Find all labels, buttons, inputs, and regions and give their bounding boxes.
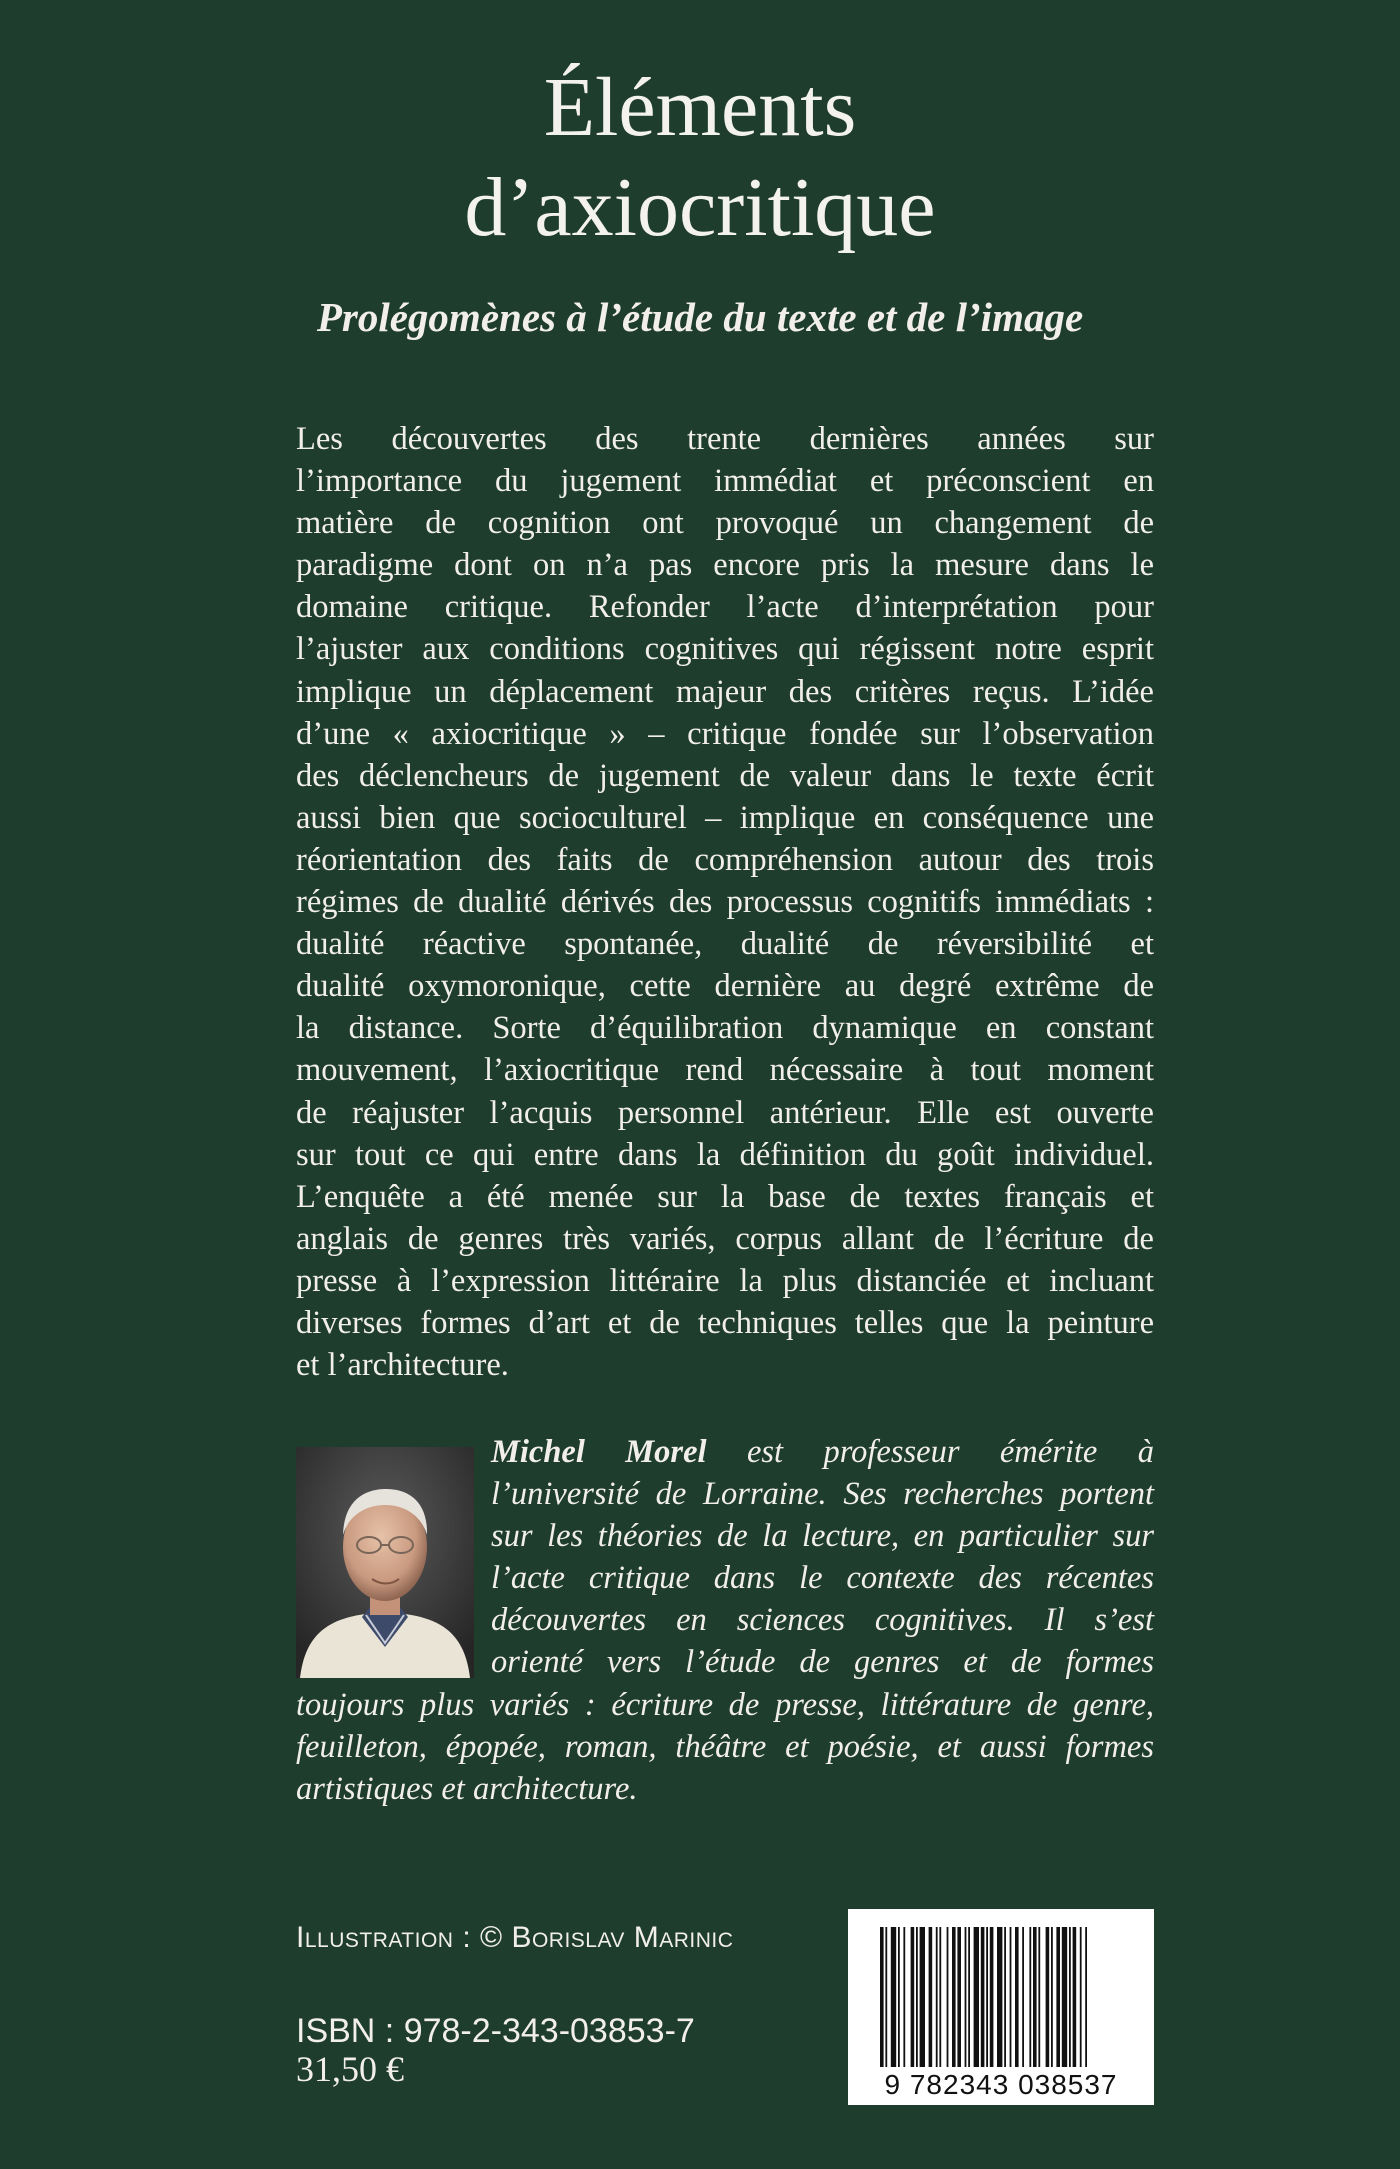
blurb-line: sur tout ce qui entre dans la définition du goût individuel. bbox=[296, 1136, 1154, 1173]
price: 31,50 € bbox=[296, 2049, 404, 2089]
book-title bbox=[0, 58, 1400, 258]
bio-line: sur les théories de la lecture, en particulier sur bbox=[491, 1518, 1154, 1555]
barcode-bar bbox=[947, 1927, 949, 2067]
barcode-bar bbox=[898, 1927, 900, 2067]
illustration-separator: : © bbox=[453, 1921, 512, 1954]
bio-line: l’acte critique dans le contexte des récentes bbox=[491, 1560, 1154, 1597]
bio-line: l’université de Lorraine. Ses recherches portent bbox=[491, 1476, 1154, 1513]
barcode-bar bbox=[1015, 1927, 1019, 2067]
bio-line: découvertes en sciences cognitives. Il s’est bbox=[491, 1602, 1154, 1639]
barcode-bar bbox=[1038, 1927, 1040, 2067]
illustration-label: Illustration bbox=[296, 1921, 454, 1954]
blurb-line: L’enquête a été menée sur la base de textes français et bbox=[296, 1178, 1154, 1215]
book-blurb bbox=[296, 418, 1154, 1386]
blurb-line: mouvement, l’axiocritique rend nécessaire à tout moment bbox=[296, 1052, 1154, 1089]
barcode-bar bbox=[920, 1927, 925, 2067]
barcode-bar bbox=[1046, 1927, 1050, 2067]
blurb-line: d’une « axiocritique » – critique fondée sur l’observation bbox=[296, 715, 1154, 752]
blurb-line: paradigme dont on n’a pas encore pris la mesure dans le bbox=[296, 547, 1154, 584]
illustration-artist: Borislav Marinic bbox=[511, 1921, 734, 1954]
barcode-bar bbox=[929, 1927, 933, 2067]
barcode-bar bbox=[903, 1927, 905, 2067]
book-title-line-2: d’axiocritique bbox=[464, 161, 936, 254]
blurb-line: presse à l’expression littéraire la plus distanciée et incluant bbox=[296, 1262, 1154, 1299]
blurb-line: anglais de genres très variés, corpus allant de l’écriture de bbox=[296, 1220, 1154, 1257]
blurb-line: l’ajuster aux conditions cognitives qui régissent notre esprit bbox=[296, 631, 1154, 668]
blurb-line: réorientation des faits de compréhension autour des trois bbox=[296, 841, 1154, 878]
barcode-bar bbox=[1069, 1927, 1071, 2067]
blurb-line: régimes de dualité dérivés des processus cognitifs immédiats : bbox=[296, 884, 1154, 921]
barcode-bar bbox=[880, 1927, 884, 2067]
blurb-line: de réajuster l’acquis personnel antérieur. Elle est ouverte bbox=[296, 1094, 1154, 1131]
barcode-bar bbox=[990, 1927, 994, 2067]
barcode-bar bbox=[1033, 1927, 1037, 2067]
book-subtitle: Prolégomènes à l’étude du texte et de l’image bbox=[316, 294, 1084, 340]
barcode-bar bbox=[1080, 1927, 1082, 2067]
bio-line: orienté vers l’étude de genres et de formes bbox=[491, 1644, 1154, 1681]
blurb-line: aussi bien que socioculturel – implique en conséquence une bbox=[296, 799, 1154, 836]
barcode-bar bbox=[936, 1927, 938, 2067]
barcode-bar bbox=[952, 1927, 956, 2067]
barcode-bar bbox=[1085, 1927, 1087, 2067]
barcode-bar bbox=[1056, 1927, 1060, 2067]
barcode-bar bbox=[939, 1927, 941, 2067]
illustration-credit bbox=[296, 1921, 733, 1955]
barcode-bar bbox=[986, 1927, 988, 2067]
blurb-line: l’importance du jugement immédiat et préconscient en bbox=[296, 463, 1154, 500]
book-title-line-1: Éléments bbox=[543, 61, 857, 154]
barcode-bar bbox=[1073, 1927, 1077, 2067]
blurb-line: la distance. Sorte d’équilibration dynamique en constant bbox=[296, 1010, 1154, 1047]
blurb-line: dualité réactive spontanée, dualité de réversibilité et bbox=[296, 926, 1154, 963]
barcode-bar bbox=[1022, 1927, 1024, 2067]
bio-line: toujours plus variés : écriture de presse, littérature de genre, bbox=[296, 1686, 1154, 1723]
bio-line: feuilleton, épopée, roman, théâtre et poésie, et aussi formes bbox=[296, 1728, 1154, 1765]
barcode-bar bbox=[891, 1927, 896, 2067]
barcode-bar bbox=[965, 1927, 967, 2067]
barcode-bar bbox=[1051, 1927, 1053, 2067]
blurb-line: implique un déplacement majeur des critères reçus. L’idée bbox=[296, 673, 1154, 710]
barcode-bar bbox=[885, 1927, 887, 2067]
blurb-line: diverses formes d’art et de techniques telles que la peinture bbox=[296, 1304, 1154, 1341]
barcode-bar bbox=[997, 1927, 1002, 2067]
author-name: Michel Morel bbox=[491, 1434, 707, 1470]
bio-line: artistiques et architecture. bbox=[296, 1770, 638, 1807]
barcode-bar bbox=[974, 1927, 979, 2067]
barcode-bar bbox=[911, 1927, 915, 2067]
blurb-line: et l’architecture. bbox=[296, 1347, 509, 1384]
barcode bbox=[848, 1909, 1154, 2105]
barcode-bar bbox=[1010, 1927, 1012, 2067]
barcode-bar bbox=[1004, 1927, 1006, 2067]
blurb-line: des déclencheurs de jugement de valeur dans le texte écrit bbox=[296, 757, 1154, 794]
barcode-bar bbox=[916, 1927, 918, 2067]
barcode-bar bbox=[968, 1927, 970, 2067]
author-bio bbox=[296, 1431, 1154, 1810]
blurb-line: domaine critique. Refonder l’acte d’interprétation pour bbox=[296, 589, 1154, 626]
bio-line-1-rest: est professeur émérite à bbox=[706, 1434, 1154, 1470]
barcode-bar bbox=[1029, 1927, 1031, 2067]
bio-line bbox=[296, 1431, 1154, 1473]
barcode-bar bbox=[1062, 1927, 1067, 2067]
isbn: ISBN : 978-2-343-03853-7 bbox=[296, 2012, 695, 2050]
barcode-bar bbox=[957, 1927, 961, 2067]
blurb-line: Les découvertes des trente dernières années sur bbox=[296, 421, 1154, 457]
blurb-line: dualité oxymoronique, cette dernière au degré extrême de bbox=[296, 968, 1154, 1005]
barcode-bar bbox=[981, 1927, 985, 2067]
blurb-line: matière de cognition ont provoqué un changement de bbox=[296, 505, 1154, 542]
barcode-number: 9 782343 038537 bbox=[884, 2069, 1118, 2100]
